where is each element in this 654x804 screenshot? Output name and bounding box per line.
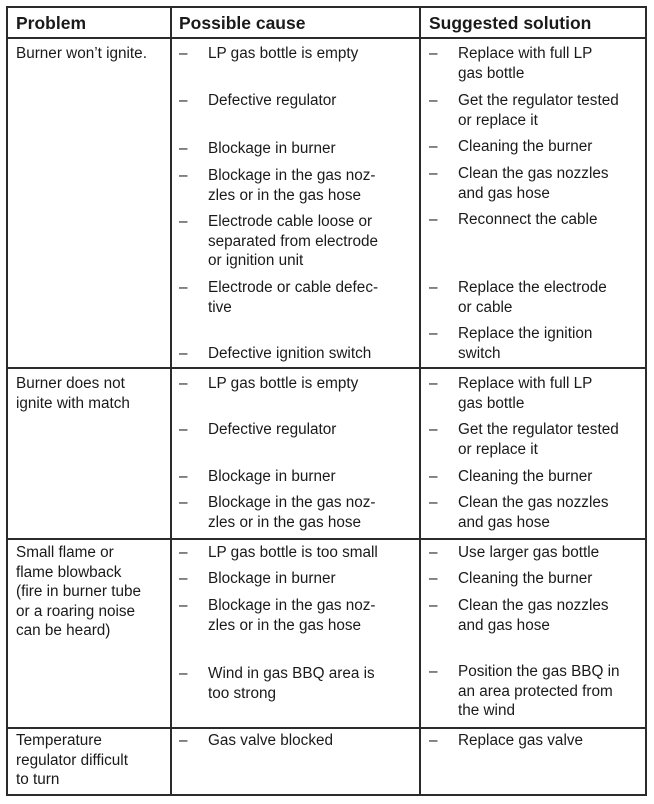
cause-cell: Electrode or cable defec- tive — [208, 279, 379, 316]
list-dash: – — [179, 140, 188, 157]
problem-cell: Burner won’t ignite. — [16, 45, 147, 62]
list-dash: – — [429, 597, 438, 614]
list-dash: – — [429, 663, 438, 680]
row-divider — [8, 367, 645, 369]
cause-cell: LP gas bottle is empty — [208, 45, 359, 62]
solution-cell: Replace with full LP gas bottle — [458, 375, 593, 412]
list-dash: – — [429, 211, 438, 228]
solution-cell: Clean the gas nozzles and gas hose — [458, 597, 609, 634]
list-dash: – — [179, 494, 188, 511]
cause-cell: Blockage in burner — [208, 570, 336, 587]
list-dash: – — [429, 375, 438, 392]
list-dash: – — [429, 494, 438, 511]
row-divider — [8, 727, 645, 729]
list-dash: – — [179, 732, 188, 749]
list-dash: – — [429, 421, 438, 438]
list-dash: – — [179, 421, 188, 438]
cause-cell: Blockage in burner — [208, 140, 336, 157]
problem-cell: Small flame or flame blowback (fire in burner tube or a roaring noise can be heard) — [16, 544, 141, 639]
list-dash: – — [429, 279, 438, 296]
list-dash: – — [179, 468, 188, 485]
list-dash: – — [179, 570, 188, 587]
header-problem: Problem — [16, 13, 87, 33]
list-dash: – — [179, 375, 188, 392]
cause-cell: Blockage in the gas noz- zles or in the gas hose — [208, 494, 376, 531]
cause-cell: LP gas bottle is empty — [208, 375, 359, 392]
list-dash: – — [179, 45, 188, 62]
list-dash: – — [179, 597, 188, 614]
list-dash: – — [429, 544, 438, 561]
list-dash: – — [179, 213, 188, 230]
solution-cell: Cleaning the burner — [458, 468, 593, 485]
solution-cell: Get the regulator tested or replace it — [458, 421, 619, 458]
solution-cell: Replace gas valve — [458, 732, 583, 749]
list-dash: – — [179, 92, 188, 109]
cause-cell: Gas valve blocked — [208, 732, 333, 749]
cause-cell: Wind in gas BBQ area is too strong — [208, 665, 375, 702]
list-dash: – — [429, 45, 438, 62]
solution-cell: Replace the electrode or cable — [458, 279, 607, 316]
list-dash: – — [179, 279, 188, 296]
troubleshooting-table — [6, 6, 647, 796]
cause-cell: Blockage in the gas noz- zles or in the gas hose — [208, 597, 376, 634]
column-divider — [170, 8, 172, 794]
list-dash: – — [429, 468, 438, 485]
list-dash: – — [429, 138, 438, 155]
list-dash: – — [179, 665, 188, 682]
problem-cell: Burner does not ignite with match — [16, 375, 130, 412]
solution-cell: Reconnect the cable — [458, 211, 598, 228]
solution-cell: Clean the gas nozzles and gas hose — [458, 494, 609, 531]
solution-cell: Position the gas BBQ in an area protected from the wind — [458, 663, 620, 719]
list-dash: – — [429, 732, 438, 749]
header-suggested-solution: Suggested solution — [429, 13, 592, 33]
cause-cell: Electrode cable loose or separated from electrode or ignition unit — [208, 213, 379, 269]
solution-cell: Replace the ignition switch — [458, 325, 593, 362]
cause-cell: Defective ignition switch — [208, 345, 372, 362]
cause-cell: Blockage in burner — [208, 468, 336, 485]
column-divider — [419, 8, 421, 794]
solution-cell: Get the regulator tested or replace it — [458, 92, 619, 129]
solution-cell: Use larger gas bottle — [458, 544, 600, 561]
solution-cell: Replace with full LP gas bottle — [458, 45, 593, 82]
list-dash: – — [429, 165, 438, 182]
list-dash: – — [179, 544, 188, 561]
solution-cell: Cleaning the burner — [458, 138, 593, 155]
cause-cell: Blockage in the gas noz- zles or in the gas hose — [208, 167, 376, 204]
cause-cell: Defective regulator — [208, 421, 337, 438]
list-dash: – — [429, 570, 438, 587]
list-dash: – — [179, 167, 188, 184]
row-divider — [8, 538, 645, 540]
solution-cell: Clean the gas nozzles and gas hose — [458, 165, 609, 202]
list-dash: – — [429, 92, 438, 109]
list-dash: – — [179, 345, 188, 362]
header-possible-cause: Possible cause — [179, 13, 306, 33]
cause-cell: Defective regulator — [208, 92, 337, 109]
solution-cell: Cleaning the burner — [458, 570, 593, 587]
list-dash: – — [429, 325, 438, 342]
problem-cell: Temperature regulator difficult to turn — [16, 732, 128, 788]
cause-cell: LP gas bottle is too small — [208, 544, 378, 561]
row-divider — [8, 37, 645, 39]
